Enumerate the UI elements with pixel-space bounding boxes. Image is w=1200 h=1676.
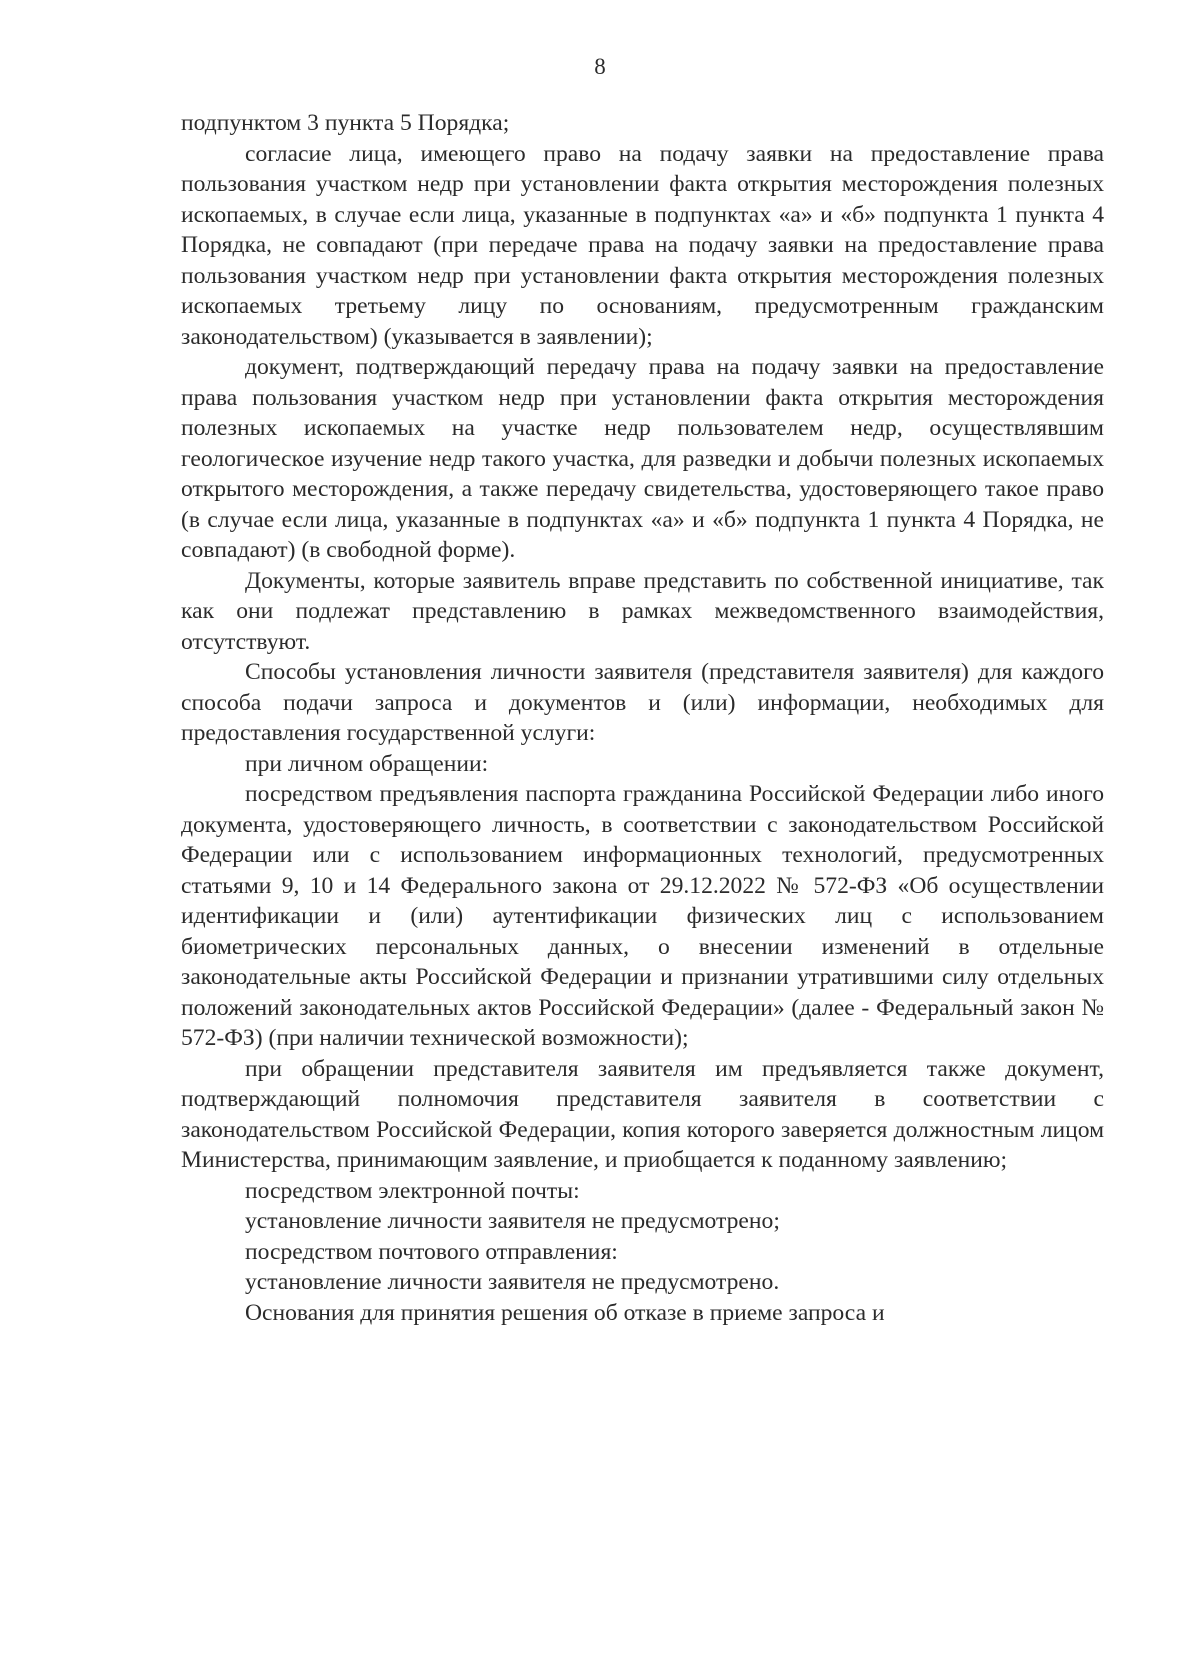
- document-body: [181, 108, 1104, 1328]
- paragraph-continuation: подпунктом 3 пункта 5 Порядка;: [181, 110, 510, 136]
- paragraph-email: посредством электронной почты:: [245, 1177, 580, 1204]
- paragraph-own-initiative-documents: Документы, которые заявитель вправе представить по собственной инициативе, так как они подлежат представлению в рамках межведомственного взаимодействия, отсутствуют.: [181, 567, 1104, 655]
- paragraph-passport: посредством предъявления паспорта гражданина Российской Федерации либо иного документа, удостоверяющего личность, в соответствии с законодательством Российской Федерации или с использованием информационных технологий, предусмотренных статьями 9, 10 и 14 Федерального закона от 29.12.2022 № 572-ФЗ «Об осуществлении идентификации и (или) аутентификации физических лиц с использованием биометрических персональных данных, о внесении изменений в отдельные законодательные акты Российской Федерации и признании утратившими силу отдельных положений законодательных актов Российской Федерации» (далее - Федеральный закон № 572-ФЗ) (при наличии технической возможности);: [181, 781, 1104, 1051]
- paragraph-identification-methods: Способы установления личности заявителя (представителя заявителя) для каждого способа подачи запроса и документов и (или) информации, необходимых для предоставления государственной услуги:: [181, 659, 1104, 746]
- paragraph-post: посредством почтового отправления:: [245, 1238, 618, 1265]
- paragraph-representative: при обращении представителя заявителя им предъявляется также документ, подтверждающий полномочия представителя заявителя в соответствии с законодательством Российской Федерации, копия которого заверяется должностным лицом Министерства, принимающим заявление, и приобщается к поданному заявлению;: [181, 1055, 1104, 1173]
- paragraph-post-identification: установление личности заявителя не предусмотрено.: [245, 1269, 780, 1295]
- paragraph-refusal-grounds: Основания для принятия решения об отказе в приеме запроса и: [245, 1299, 885, 1326]
- page-number: 8: [594, 54, 606, 79]
- paragraph-transfer-document: документ, подтверждающий передачу права на подачу заявки на предоставление права пользования участком недр при установлении факта открытия месторождения полезных ископаемых на участке недр пользователем недр, осуществлявшим геологическое изучение недр такого участка, для разведки и добычи полезных ископаемых открытого месторождения, а также передачу свидетельства, удостоверяющего такое право (в случае если лица, указанные в подпунктах «а» и «б» подпункта 1 пункта 4 Порядка, не совпадают) (в свободной форме).: [181, 354, 1104, 563]
- paragraph-email-identification: установление личности заявителя не предусмотрено;: [245, 1208, 780, 1234]
- paragraph-in-person: при личном обращении:: [245, 750, 489, 777]
- paragraph-consent: согласие лица, имеющего право на подачу заявки на предоставление права пользования участком недр при установлении факта открытия месторождения полезных ископаемых, в случае если лица, указанные в подпунктах «а» и «б» подпункта 1 пункта 4 Порядка, не совпадают (при передаче права на подачу заявки на предоставление права пользования участком недр при установлении факта открытия месторождения полезных ископаемых третьему лицу по основаниям, предусмотренным гражданским законодательством) (указывается в заявлении);: [181, 140, 1104, 350]
